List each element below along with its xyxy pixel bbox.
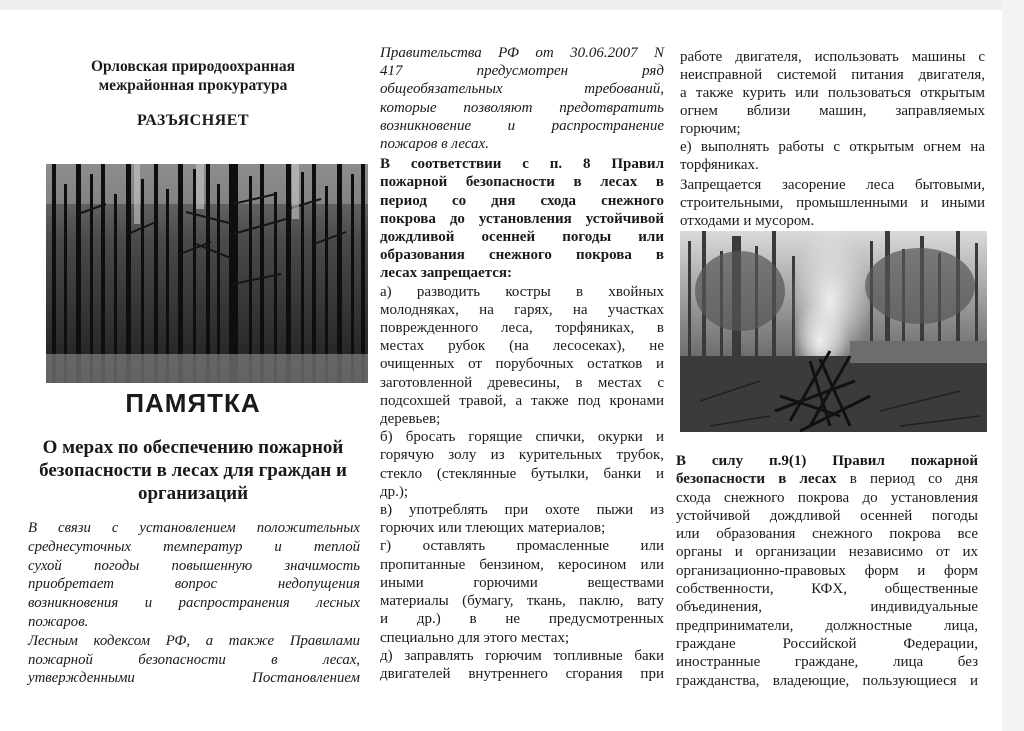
intro-paragraph: В связи с установлением положительных среднесуточных температур и теплой сухой погоды повышенную значимость приобретает вопрос недопущения возникновения и распространения лесных пожаров. Лесным кодексом РФ, а также Правилами пожарной безопасности в лесах, утвержденными Постановлением (28, 520, 360, 687)
rule-9-second-line: безопасности в лесах в период со дня (676, 471, 978, 488)
topic-heading: О мерах по обеспечению пожарной безопасности в лесах для граждан и организаций (39, 437, 347, 504)
continued-prohibitions: работе двигателя, использовать машины с неисправной системой питания двигателя, а также курить или пользоваться открытым огнем вблизи машин, заправляемых горючим; е) выполнять работы с открытым огнем на торфяниках. Запрещается засорение леса бытовыми, строительными, промышленными и иными отходами и мусором. (680, 49, 985, 229)
campfire-photo (680, 231, 987, 432)
rule-9-paragraph: В силу п.9(1) Правил пожарной безопасности в лесах в период со дня схода снежного покрова до установления устойчивой дождливой осенней погоды или образования снежного покрова все органы и организации независимо от их организационно-правовых форм и форм собственности, КФХ, общественные объединения, индивидуальные предприниматели, должностные лица, граждане Российской Федерации, иностранные граждане, лица без гражданства, владеющие, пользующиеся и (676, 453, 978, 689)
scan-edge-top (0, 0, 1024, 10)
government-decree-paragraph: Правительства РФ от 30.06.2007 N 417 предусмотрен ряд общеобязательных требований, которые позволяют предотвратить возникновение и распространение пожаров в лесах. (380, 45, 664, 153)
rules-text (380, 44, 664, 683)
memo-title: ПАМЯТКА (125, 388, 261, 418)
scan-edge-right (1002, 0, 1024, 731)
rule-8-heading: В соответствии с п. 8 Правил пожарной безопасности в лесах в период со дня схода снежного покрова до установления устойчивой дождливой осенней погоды или образования снежного покрова в лесах запрещается: (380, 156, 664, 282)
winter-forest-photo (46, 164, 368, 383)
organization-heading: Орловская природоохранная межрайонная прокуратура (91, 58, 295, 94)
prohibitions-list: а) разводить костры в хвойных молодняках, на гарях, на участках поврежденного леса, торфяниках, в местах рубок (на лесосеках), не очищенных от порубочных остатков и заготовленной древесины, в местах с подсохшей травой, а также под кронами деревьев; б) бросать горящие спички, окурки и горячую золу из курительных трубок, стекло (стеклянные бутылки, банки и др.); в) употреблять при охоте пыжи из горючих или тлеющих материалов; г) оставлять промасленные или пропитанные бензином, керосином или иными горючими веществами материалы (бумагу, ткань, паклю, вату и др.) в не предусмотренных специально для этого местах; д) заправлять горючим топливные баки двигателей внутреннего сгорания при (380, 283, 664, 682)
littering-paragraph: Запрещается засорение леса бытовыми, строительными, промышленными и иными отходами и мусором. (680, 177, 985, 229)
explains-heading: РАЗЪЯСНЯЕТ (136, 112, 250, 129)
